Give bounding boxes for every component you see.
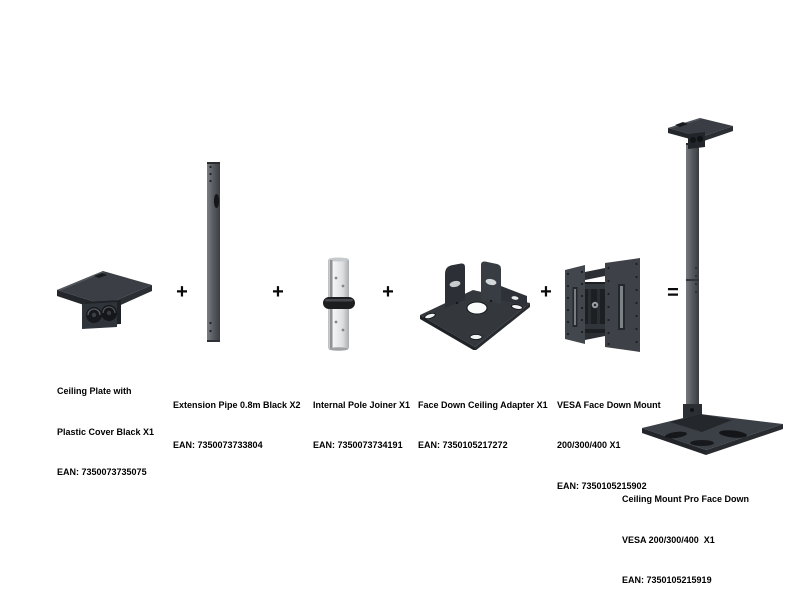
- plus-operator-1: +: [176, 281, 188, 303]
- product-ean: EAN: 7350073734191: [313, 440, 403, 450]
- vesa-face-down-mount-image: [563, 256, 643, 354]
- ceiling-mount-pro-label: [622, 466, 749, 600]
- product-name-line: Extension Pipe 0.8m Black X2: [173, 399, 301, 410]
- product-ean: EAN: 7350105217272: [418, 440, 508, 450]
- ceiling-plate-label: [57, 358, 154, 507]
- ceiling-plate-image: [54, 266, 156, 330]
- product-name-line: 200/300/400 X1: [557, 440, 621, 450]
- face-down-ceiling-adapter-image: [417, 260, 533, 350]
- extension-pipe-label: [173, 372, 301, 480]
- internal-pole-joiner-image: [322, 256, 356, 352]
- face-down-ceiling-adapter-label: [418, 372, 548, 480]
- internal-pole-joiner-label: [313, 372, 410, 480]
- product-name-line: Ceiling Mount Pro Face Down: [622, 494, 750, 504]
- product-ean: EAN: 7350105215902: [557, 480, 647, 491]
- equals-operator: =: [667, 282, 679, 304]
- plus-operator-4: +: [540, 281, 552, 303]
- plus-operator-2: +: [272, 281, 284, 303]
- product-name-line: Plastic Cover Black X1: [57, 426, 155, 437]
- product-name-line: VESA Face Down Mount: [557, 399, 661, 410]
- product-ean: EAN: 7350073735075: [57, 467, 147, 477]
- plus-operator-3: +: [382, 281, 394, 303]
- product-ean: EAN: 7350105215919: [622, 575, 712, 585]
- extension-pipe-image: [206, 161, 221, 343]
- product-ean: EAN: 7350073733804: [173, 440, 263, 450]
- product-name-line: Face Down Ceiling Adapter X1: [418, 399, 548, 410]
- product-name-line: VESA 200/300/400 X1: [622, 534, 715, 545]
- product-name-line: Ceiling Plate with: [57, 386, 132, 396]
- product-name-line: Internal Pole Joiner X1: [313, 399, 411, 410]
